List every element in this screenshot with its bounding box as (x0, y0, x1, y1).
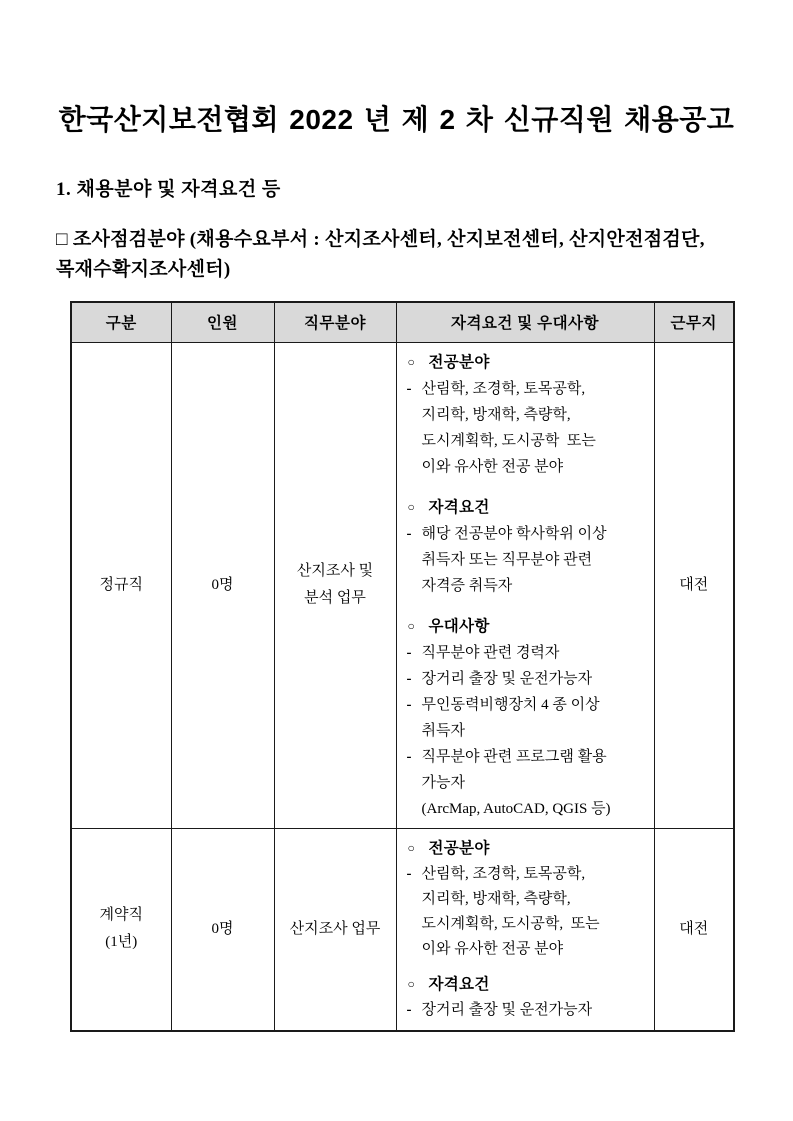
category-line: (1년) (105, 934, 138, 951)
requirement-text: 장거리 출장 및 운전가능자 (421, 670, 593, 687)
column-header-location: 근무지 (654, 302, 734, 342)
requirement-text: 이와 유사한 전공 분야 (421, 940, 564, 957)
requirement-title: 자격요건 (428, 498, 490, 516)
table-row (71, 828, 734, 1031)
column-header-headcount: 인원 (171, 302, 274, 342)
requirement-item (405, 862, 650, 887)
table-header-row (71, 302, 734, 342)
category-line: 계약직 (99, 907, 143, 924)
requirement-continuation-line (405, 402, 650, 428)
category-line: 정규직 (99, 576, 143, 593)
headcount-value: 0명 (211, 920, 234, 937)
circle-bullet-icon: ○ (407, 840, 415, 855)
cell-requirements (396, 828, 654, 1031)
requirement-title: 자격요건 (428, 975, 490, 993)
subsection-line-2: 목재수확지조사센터) (56, 259, 231, 280)
requirement-heading (405, 972, 650, 998)
requirement-item (405, 744, 650, 770)
dash-bullet-icon: - (406, 748, 412, 765)
dash-bullet-icon: - (406, 525, 412, 542)
requirement-block (405, 613, 650, 822)
requirements-content (405, 349, 650, 822)
dash-bullet-icon: - (406, 696, 412, 713)
requirement-continuation-line (405, 912, 650, 937)
requirement-heading (405, 494, 650, 521)
cell-headcount (171, 828, 274, 1031)
requirement-text: 산림학, 조경학, 토목공학, (421, 865, 586, 882)
requirement-heading (405, 349, 650, 376)
recruitment-table (70, 301, 735, 1032)
cell-duty (274, 828, 396, 1031)
requirement-text: 취득자 (421, 722, 465, 739)
cell-headcount (171, 342, 274, 828)
dash-bullet-icon: - (406, 670, 412, 687)
dash-bullet-icon: - (406, 644, 412, 661)
requirements-content (405, 836, 650, 1023)
column-header-requirements: 자격요건 및 우대사항 (396, 302, 654, 342)
requirement-continuation-line (405, 718, 650, 744)
requirement-item (405, 998, 650, 1023)
requirement-text: 장거리 출장 및 운전가능자 (421, 1001, 593, 1018)
section-1-heading: 1. 채용분야 및 자격요건 등 (56, 179, 281, 200)
cell-duty (274, 342, 396, 828)
requirement-continuation-line (405, 770, 650, 796)
requirement-item (405, 521, 650, 547)
column-header-category: 구분 (71, 302, 171, 342)
requirement-continuation-line (405, 573, 650, 599)
requirement-continuation-line (405, 547, 650, 573)
requirement-title: 전공분야 (428, 353, 490, 371)
location-value: 대전 (679, 920, 709, 937)
circle-bullet-icon: ○ (407, 499, 415, 514)
dash-bullet-icon: - (406, 865, 412, 882)
requirement-continuation-line (405, 887, 650, 912)
requirement-continuation-line (405, 428, 650, 454)
requirement-text: 무인동력비행장치 4 종 이상 (421, 696, 600, 713)
circle-bullet-icon: ○ (407, 976, 415, 991)
cell-category (71, 342, 171, 828)
duty-line: 분석 업무 (304, 590, 366, 606)
requirement-heading (405, 613, 650, 640)
requirement-continuation-line (405, 454, 650, 480)
table-row (71, 342, 734, 828)
dash-bullet-icon: - (406, 380, 412, 397)
requirement-block (405, 349, 650, 480)
headcount-value: 0명 (211, 576, 234, 593)
requirement-text: 해당 전공분야 학사학위 이상 (421, 525, 607, 542)
requirement-text: 이와 유사한 전공 분야 (421, 458, 564, 475)
requirement-text: 직무분야 관련 경력자 (421, 644, 560, 661)
requirement-item (405, 376, 650, 402)
cell-location (654, 828, 734, 1031)
subsection-heading (56, 225, 743, 285)
requirement-title: 우대사항 (428, 617, 490, 635)
requirement-block (405, 972, 650, 1023)
cell-requirements (396, 342, 654, 828)
duty-line: 산지조사 업무 (289, 920, 381, 937)
requirement-text: 산림학, 조경학, 토목공학, (421, 380, 586, 397)
column-header-duty: 직무분야 (274, 302, 396, 342)
location-value: 대전 (679, 576, 709, 593)
document-title: 한국산지보전협회 2022 년 제 2 차 신규직원 채용공고 (58, 104, 735, 135)
requirement-text: 지리학, 방재학, 측량학, (421, 406, 571, 423)
duty-line: 산지조사 및 (296, 563, 374, 579)
requirement-item (405, 666, 650, 692)
requirement-continuation-line (405, 796, 650, 822)
requirement-heading (405, 836, 650, 862)
circle-bullet-icon: ○ (407, 354, 415, 369)
dash-bullet-icon: - (406, 1001, 412, 1018)
cell-category (71, 828, 171, 1031)
requirement-block (405, 836, 650, 962)
requirement-text: (ArcMap, AutoCAD, QGIS 등) (421, 800, 611, 817)
requirement-item (405, 640, 650, 666)
requirement-text: 지리학, 방재학, 측량학, (421, 890, 571, 907)
circle-bullet-icon: ○ (407, 618, 415, 633)
requirement-item (405, 692, 650, 718)
cell-location (654, 342, 734, 828)
requirement-block (405, 494, 650, 599)
requirement-text: 자격증 취득자 (421, 577, 513, 594)
requirement-text: 가능자 (421, 774, 465, 791)
requirement-text: 도시계획학, 도시공학, 또는 (421, 915, 600, 932)
requirement-text: 직무분야 관련 프로그램 활용 (421, 748, 607, 765)
requirement-text: 취득자 또는 직무분야 관련 (421, 551, 593, 568)
requirement-continuation-line (405, 937, 650, 962)
requirement-text: 도시계획학, 도시공학 또는 (421, 432, 596, 449)
subsection-line-1: □ 조사점검분야 (채용수요부서 : 산지조사센터, 산지보전센터, 산지안전점검단, (56, 229, 705, 250)
requirement-title: 전공분야 (428, 839, 490, 857)
